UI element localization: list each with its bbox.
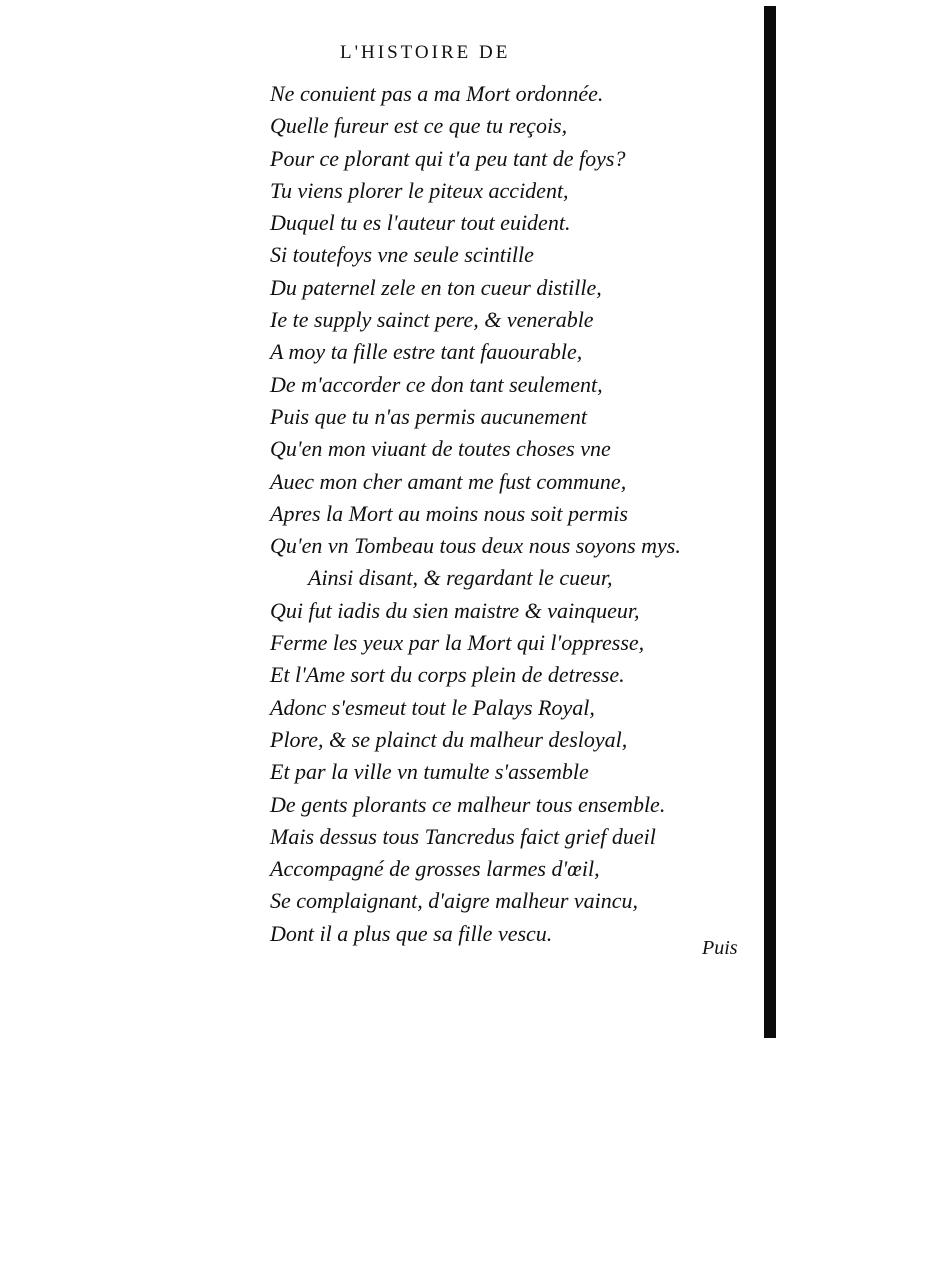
verse-line: Adonc s'esmeut tout le Palays Royal, [270,694,595,720]
verse-line: De gents plorants ce malheur tous ensemble. [270,791,666,817]
verse-line: Et l'Ame sort du corps plein de detresse. [270,662,625,688]
verse-line: Dont il a plus que sa fille vescu. [270,920,553,946]
verse-line: Ie te supply sainct pere, & venerable [270,307,594,333]
verse-line: Ferme les yeux par la Mort qui l'oppresse, [270,630,645,656]
verse-line: Mais dessus tous Tancredus faict grief dueil [270,823,656,849]
verse-line: Se complaignant, d'aigre malheur vaincu, [270,888,639,914]
verse-line: Qui fut iadis du sien maistre & vainqueur, [270,597,640,623]
verse-line: Du paternel zele en ton cueur distille, [270,274,602,300]
verse-line-indented: Ainsi disant, & regardant le cueur, [308,565,613,591]
verse-line: De m'accorder ce don tant seulement, [270,371,603,397]
verse-line: Accompagné de grosses larmes d'œil, [270,856,600,882]
verse-line: Duquel tu es l'auteur tout euident. [270,210,571,236]
verse-line: Qu'en vn Tombeau tous deux nous soyons mys. [270,533,681,559]
verse-line: Ne conuient pas a ma Mort ordonnée. [270,81,604,106]
verse-line: Qu'en mon viuant de toutes choses vne [270,436,611,462]
verse-line: Apres la Mort au moins nous soit permis [270,500,628,526]
verse-line: Pour ce plorant qui t'a peu tant de foys? [270,145,626,171]
verse-line: Plore, & se plainct du malheur desloyal, [270,726,628,752]
running-title: L'HISTOIRE DE [340,42,511,63]
verse-line: A moy ta fille estre tant fauourable, [270,339,583,365]
verse-block [270,78,750,950]
verse-line: Quelle fureur est ce que tu reçois, [270,113,568,139]
catchword: Puis [702,937,738,959]
verse-line: Et par la ville vn tumulte s'assemble [270,759,589,785]
verse-line: Tu viens plorer le piteux accident, [270,177,569,203]
verse-line: Puis que tu n'as permis aucunement [270,403,587,429]
verse-line: Auec mon cher amant me fust commune, [270,468,627,494]
page-edge-shadow [764,6,776,1038]
verse-line: Si toutefoys vne seule scintille [270,242,534,268]
